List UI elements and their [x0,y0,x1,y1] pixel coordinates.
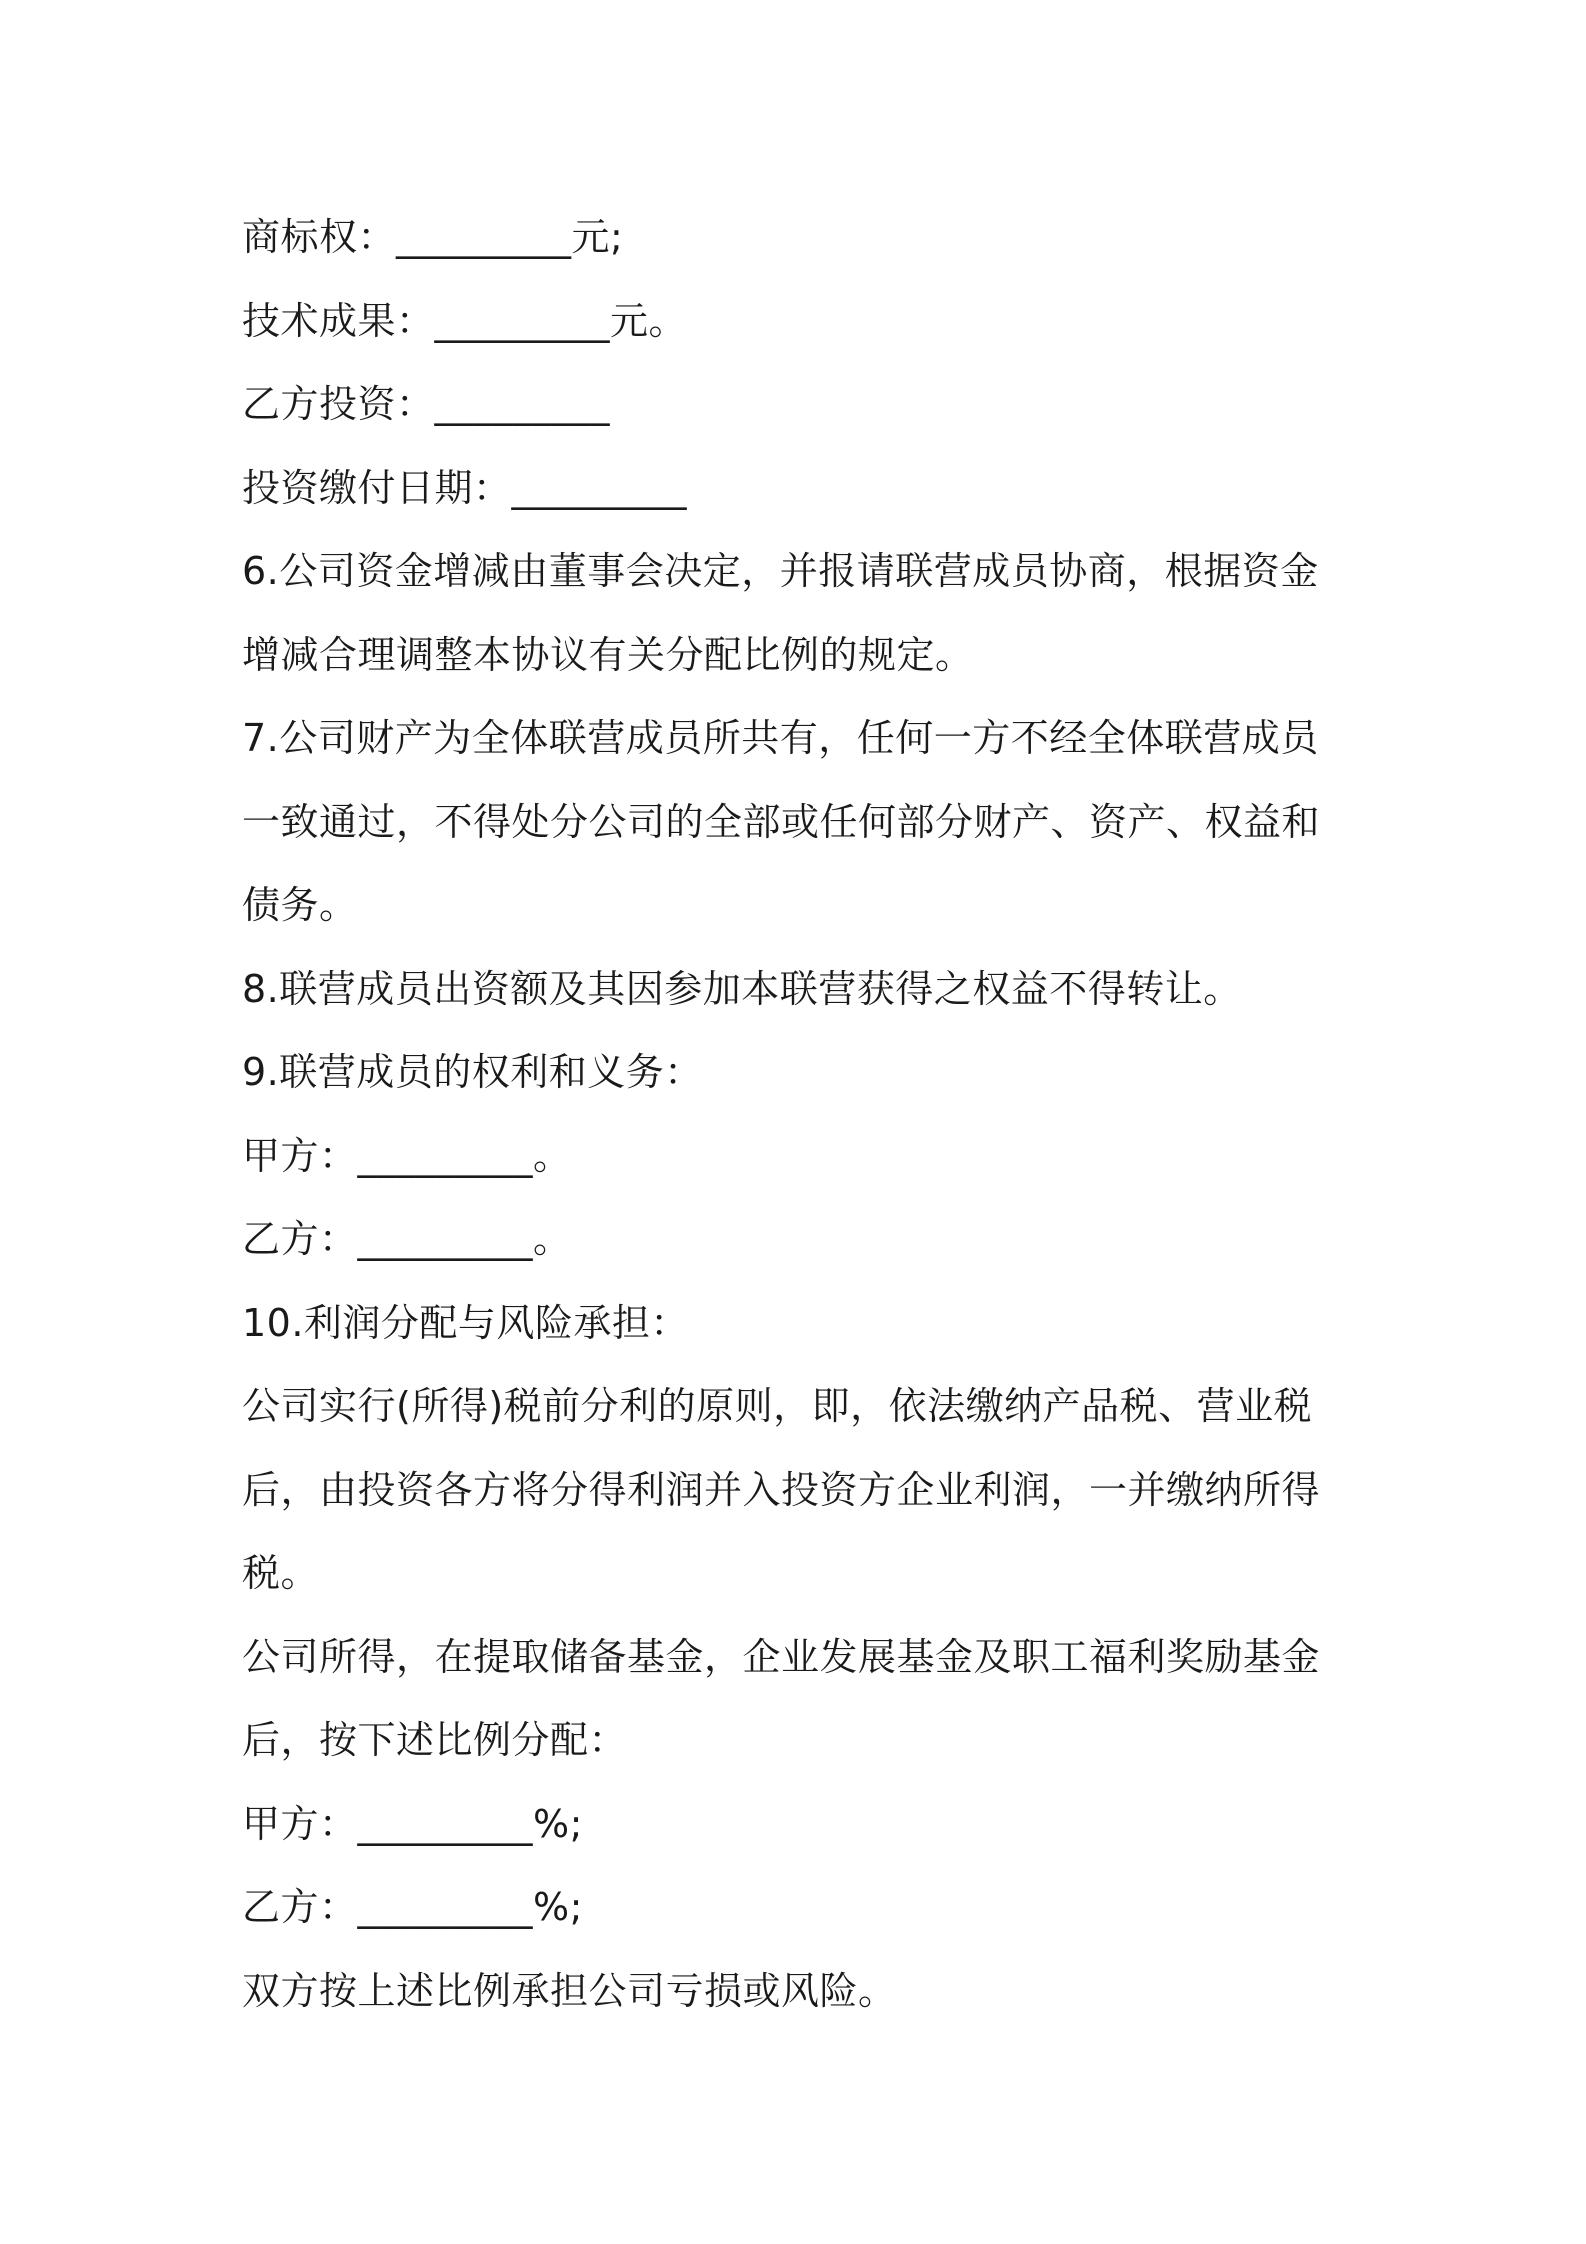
clause-10-party-b-ratio: 乙方：_________%; [242,1885,583,1929]
clause-7-line-2: 一致通过，不得处分公司的全部或任何部分财产、资产、权益和 [242,799,1321,844]
text-line-payment-date: 投资缴付日期：_________ [242,465,688,510]
clause-10-para-1-line-1: 公司实行(所得)税前分利的原则，即，依法缴纳产品税、营业税 [242,1384,1313,1428]
clause-9-heading: 9.联营成员的权利和义务： [242,1050,703,1094]
clause-10-para-1-line-3: 税。 [242,1551,320,1595]
clause-6-line-2: 增减合理调整本协议有关分配比例的规定。 [242,632,974,677]
clause-10-para-1-line-2: 后，由投资各方将分得利润并入投资方企业利润，一并缴纳所得 [242,1467,1321,1512]
text-line-party-b-investment: 乙方投资：_________ [242,382,611,426]
text-line-trademark: 商标权：_________元; [242,215,624,259]
clause-10-heading: 10.利润分配与风险承担： [242,1300,689,1345]
text-line-tech-results: 技术成果：_________元。 [242,298,688,343]
clause-9-party-b: 乙方：_________。 [242,1217,572,1261]
clause-10-para-2-line-2: 后，按下述比例分配： [242,1718,628,1762]
clause-7-line-3: 债务。 [242,883,358,927]
clause-10-para-2-line-1: 公司所得，在提取储备基金，企业发展基金及职工福利奖励基金 [242,1634,1321,1679]
clause-10-party-a-ratio: 甲方：_________%; [242,1801,583,1846]
clause-7-line-1: 7.公司财产为全体联营成员所共有，任何一方不经全体联营成员 [242,716,1319,760]
clause-9-party-a: 甲方：_________。 [242,1133,572,1178]
document-body [242,196,1362,2033]
clause-6-line-1: 6.公司资金增减由董事会决定，并报请联营成员协商，根据资金 [242,549,1319,593]
clause-8: 8.联营成员出资额及其因参加本联营获得之权益不得转让。 [242,966,1242,1011]
clause-10-risk-sharing: 双方按上述比例承担公司亏损或风险。 [242,1968,897,2013]
